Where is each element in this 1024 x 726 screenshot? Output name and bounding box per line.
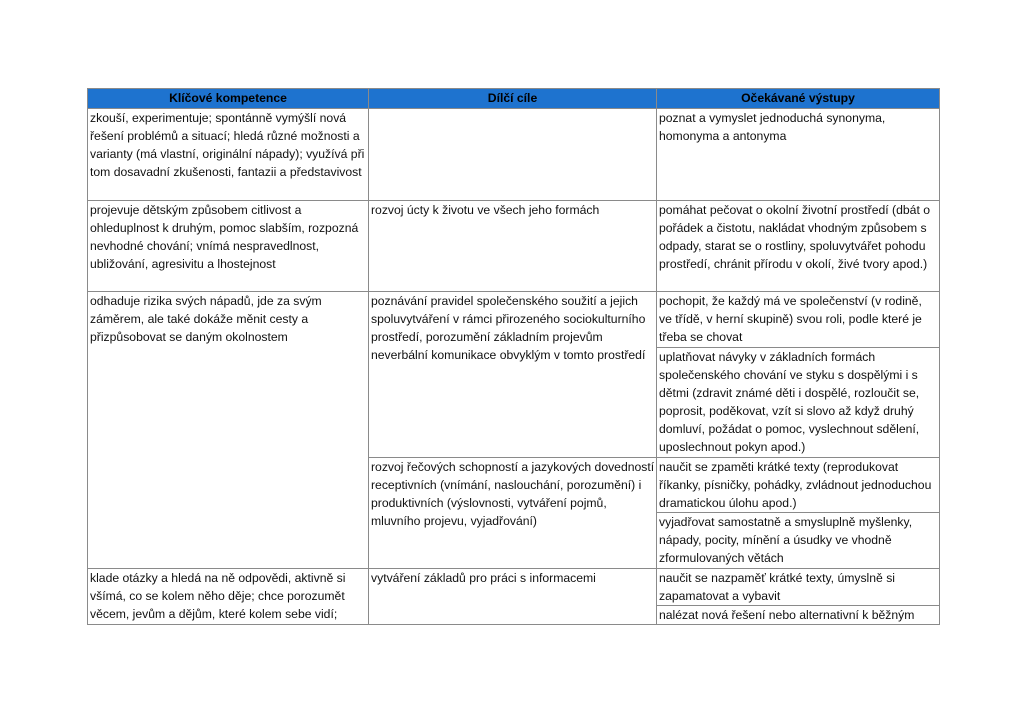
- kompetence-cell: projevuje dětským způsobem citlivost a ohleduplnost k druhým, pomoc slabším, rozpozná nevhodné chování; vnímá nespravedlnost, ubližování, agresivitu a lhostejnost: [88, 201, 369, 292]
- table-row: [88, 201, 940, 292]
- vystupy-cell: vyjadřovat samostatně a smysluplně myšlenky, nápady, pocity, mínění a úsudky ve vhodně zformulovaných větách: [657, 513, 940, 569]
- vystupy-cell: pochopit, že každý má ve společenství (v rodině, ve třídě, v herní skupině) svou roli, podle které je třeba se chovat: [657, 292, 940, 348]
- cile-cell: rozvoj řečových schopností a jazykových dovedností receptivních (vnímání, naslouchání, porozumění) i produktivních (výslovnosti, vytváření pojmů, mluvního projevu, vyjadřování): [369, 458, 657, 569]
- cile-cell: poznávání pravidel společenského soužití a jejich spoluvytváření v rámci přirozeného sociokulturního prostředí, porozumění základním projevům neverbální komunikace obvyklým v tomto prostředí: [369, 292, 657, 458]
- table-row: [88, 292, 940, 348]
- cile-cell: [369, 109, 657, 201]
- vystupy-cell: uplatňovat návyky v základních formách společenského chování ve styku s dospělými i s dětmi (zdravit známé děti i dospělé, rozloučit se, poprosit, poděkovat, vzít si slovo až když druhý domluví, požádat o pomoc, vyslechnout sdělení, uposlechnout pokyn apod.): [657, 348, 940, 458]
- vystupy-cell: poznat a vymyslet jednoduchá synonyma, homonyma a antonyma: [657, 109, 940, 201]
- kompetence-cell: zkouší, experimentuje; spontánně vymýšlí nová řešení problémů a situací; hledá různé možnosti a varianty (má vlastní, originální nápady); využívá při tom dosavadní zkušenosti, fantazii a představivost: [88, 109, 369, 201]
- header-row: [88, 89, 940, 109]
- header-ocekavane-vystupy: Očekávané výstupy: [657, 89, 940, 109]
- vystupy-cell: naučit se nazpaměť krátké texty, úmyslně si zapamatovat a vybavit: [657, 569, 940, 606]
- vystupy-cell: pomáhat pečovat o okolní životní prostředí (dbát o pořádek a čistotu, nakládat vhodným způsobem s odpady, starat se o rostliny, spoluvytvářet pohodu prostředí, chránit přírodu v okolí, živé tvory apod.): [657, 201, 940, 292]
- header-klicove-kompetence: Klíčové kompetence: [88, 89, 369, 109]
- cile-cell: vytváření základů pro práci s informacemi: [369, 569, 657, 625]
- table-row: [88, 109, 940, 201]
- kompetence-cell: klade otázky a hledá na ně odpovědi, aktivně si všímá, co se kolem něho děje; chce porozumět věcem, jevům a dějům, které kolem sebe vidí;: [88, 569, 369, 625]
- vystupy-cell: naučit se zpaměti krátké texty (reprodukovat říkanky, písničky, pohádky, zvládnout jednoduchou dramatickou úlohu apod.): [657, 458, 940, 513]
- competences-table: [87, 88, 940, 625]
- kompetence-cell: odhaduje rizika svých nápadů, jde za svým záměrem, ale také dokáže měnit cesty a přizpůsobovat se daným okolnostem: [88, 292, 369, 569]
- table-row: [88, 569, 940, 606]
- vystupy-cell: nalézat nová řešení nebo alternativní k běžným: [657, 606, 940, 625]
- cile-cell: rozvoj úcty k životu ve všech jeho formách: [369, 201, 657, 292]
- header-dilci-cile: Dílčí cíle: [369, 89, 657, 109]
